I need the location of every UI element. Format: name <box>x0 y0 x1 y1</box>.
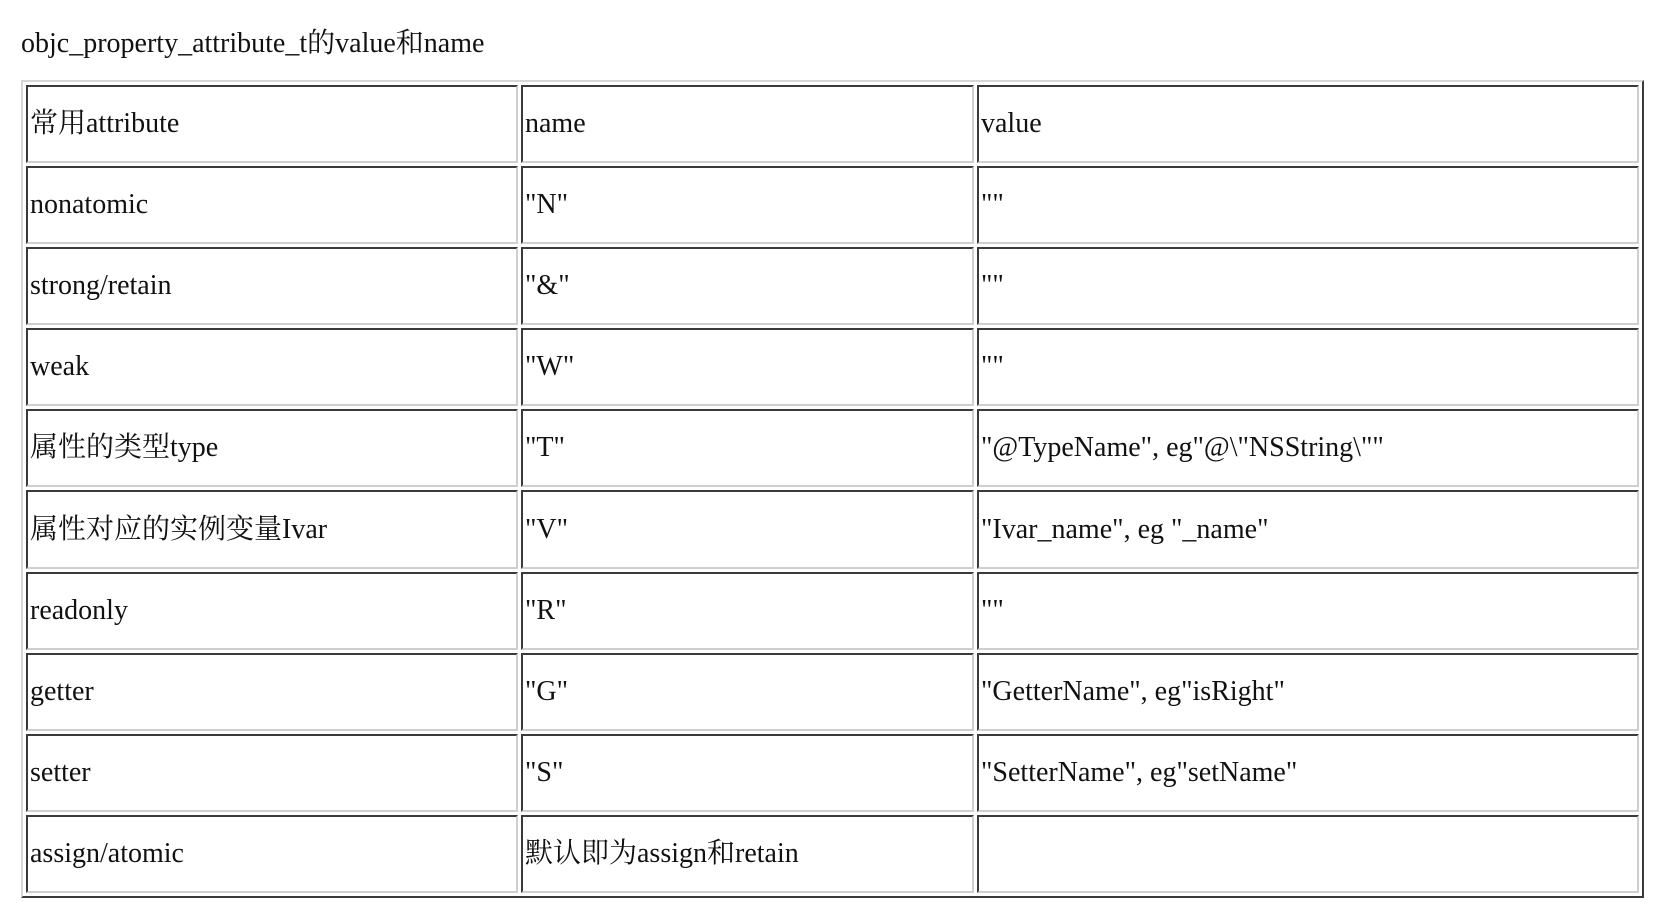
cell-attribute: readonly <box>26 572 518 650</box>
table-row <box>26 815 1639 893</box>
header-cell-attribute: 常用attribute <box>26 85 518 163</box>
header-cell-value: value <box>977 85 1639 163</box>
cell-value: "@TypeName", eg"@\"NSString\"" <box>977 409 1639 487</box>
page-title: objc_property_attribute_t的value和name <box>21 28 485 59</box>
table-row <box>26 490 1639 568</box>
cell-value: "" <box>977 247 1639 325</box>
table-header-row <box>26 85 1639 163</box>
cell-attribute: 属性的类型type <box>26 409 518 487</box>
cell-value: "GetterName", eg"isRight" <box>977 653 1639 731</box>
cell-attribute: strong/retain <box>26 247 518 325</box>
attribute-table-frame <box>21 80 1644 898</box>
cell-name: "N" <box>521 166 974 244</box>
cell-name: "T" <box>521 409 974 487</box>
table-row <box>26 572 1639 650</box>
cell-name: "W" <box>521 328 974 406</box>
cell-value <box>977 815 1639 893</box>
cell-attribute: getter <box>26 653 518 731</box>
cell-attribute: 属性对应的实例变量Ivar <box>26 490 518 568</box>
cell-name: "&" <box>521 247 974 325</box>
table-row <box>26 653 1639 731</box>
cell-value: "" <box>977 166 1639 244</box>
cell-value: "Ivar_name", eg "_name" <box>977 490 1639 568</box>
cell-value: "" <box>977 572 1639 650</box>
cell-value: "" <box>977 328 1639 406</box>
cell-name: "V" <box>521 490 974 568</box>
cell-name: 默认即为assign和retain <box>521 815 974 893</box>
cell-attribute: nonatomic <box>26 166 518 244</box>
header-cell-name: name <box>521 85 974 163</box>
cell-attribute: weak <box>26 328 518 406</box>
attribute-table <box>23 82 1642 896</box>
cell-name: "S" <box>521 734 974 812</box>
table-row <box>26 734 1639 812</box>
table-row <box>26 409 1639 487</box>
cell-name: "G" <box>521 653 974 731</box>
cell-attribute: setter <box>26 734 518 812</box>
table-row <box>26 328 1639 406</box>
table-row <box>26 166 1639 244</box>
cell-attribute: assign/atomic <box>26 815 518 893</box>
cell-value: "SetterName", eg"setName" <box>977 734 1639 812</box>
table-row <box>26 247 1639 325</box>
cell-name: "R" <box>521 572 974 650</box>
